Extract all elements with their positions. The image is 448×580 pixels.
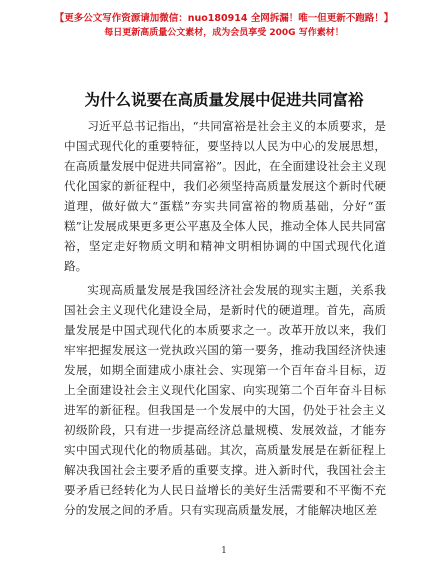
paragraph-1: 习近平总书记指出，“共同富裕是社会主义的本质要求，是中国式现代化的重要特征，要坚持以人民为中心的发展思想，在高质量发展中促进共同富裕”。因此，在全面建设社会主义现代化国家的新征程中，我们必须坚持高质量发展这个新时代硬道理，做好做大“蛋糕”夯实共同富裕的物质基础，分好“蛋糕”让发展成果更多更公平惠及全体人民，推动全体人民共同富裕，坚定走好物质文明和精神文明相协调的中国式现代化道路。 bbox=[64, 119, 386, 273]
document-title: 为什么说要在高质量发展中促进共同富裕 bbox=[84, 91, 364, 109]
promo-banner-line-2: 每日更新高质量公文素材，成为会员享受 200G 写作素材！ bbox=[104, 28, 344, 38]
promo-banner-line-1: 【更多公文写作资源请加微信：nuo180914 全网拆漏！唯一但更新不跑路！】 bbox=[54, 13, 394, 24]
document-body bbox=[64, 116, 386, 524]
promo-banner bbox=[0, 12, 448, 40]
paragraph-2: 实现高质量发展是我国经济社会发展的现实主题，关系我国社会主义现代化建设全局，是新时代的硬道理。首先，高质量发展是中国式现代化的本质要求之一。改革开放以来，我们牢牢把握发展这一党执政兴国的第一要务，推动我国经济快速发展，如期全面建成小康社会、实现第一个百年奋斗目标，迈上全面建设社会主义现代化国家、向实现第二个百年奋斗目标进军的新征程。但我国是一个发展中的大国，仍处于社会主义初级阶段，只有进一步提高经济总量规模、发展效益，才能夯实中国式现代化的物质基础。其次，高质量发展是在新征程上解决我国社会主要矛盾的重要支撑。进入新时代，我国社会主要矛盾已经转化为人民日益增长的美好生活需要和不平衡不充分的发展之间的矛盾。只有实现高质量发展，才能解决地区差 bbox=[64, 283, 386, 517]
page-number: 1 bbox=[221, 546, 227, 556]
